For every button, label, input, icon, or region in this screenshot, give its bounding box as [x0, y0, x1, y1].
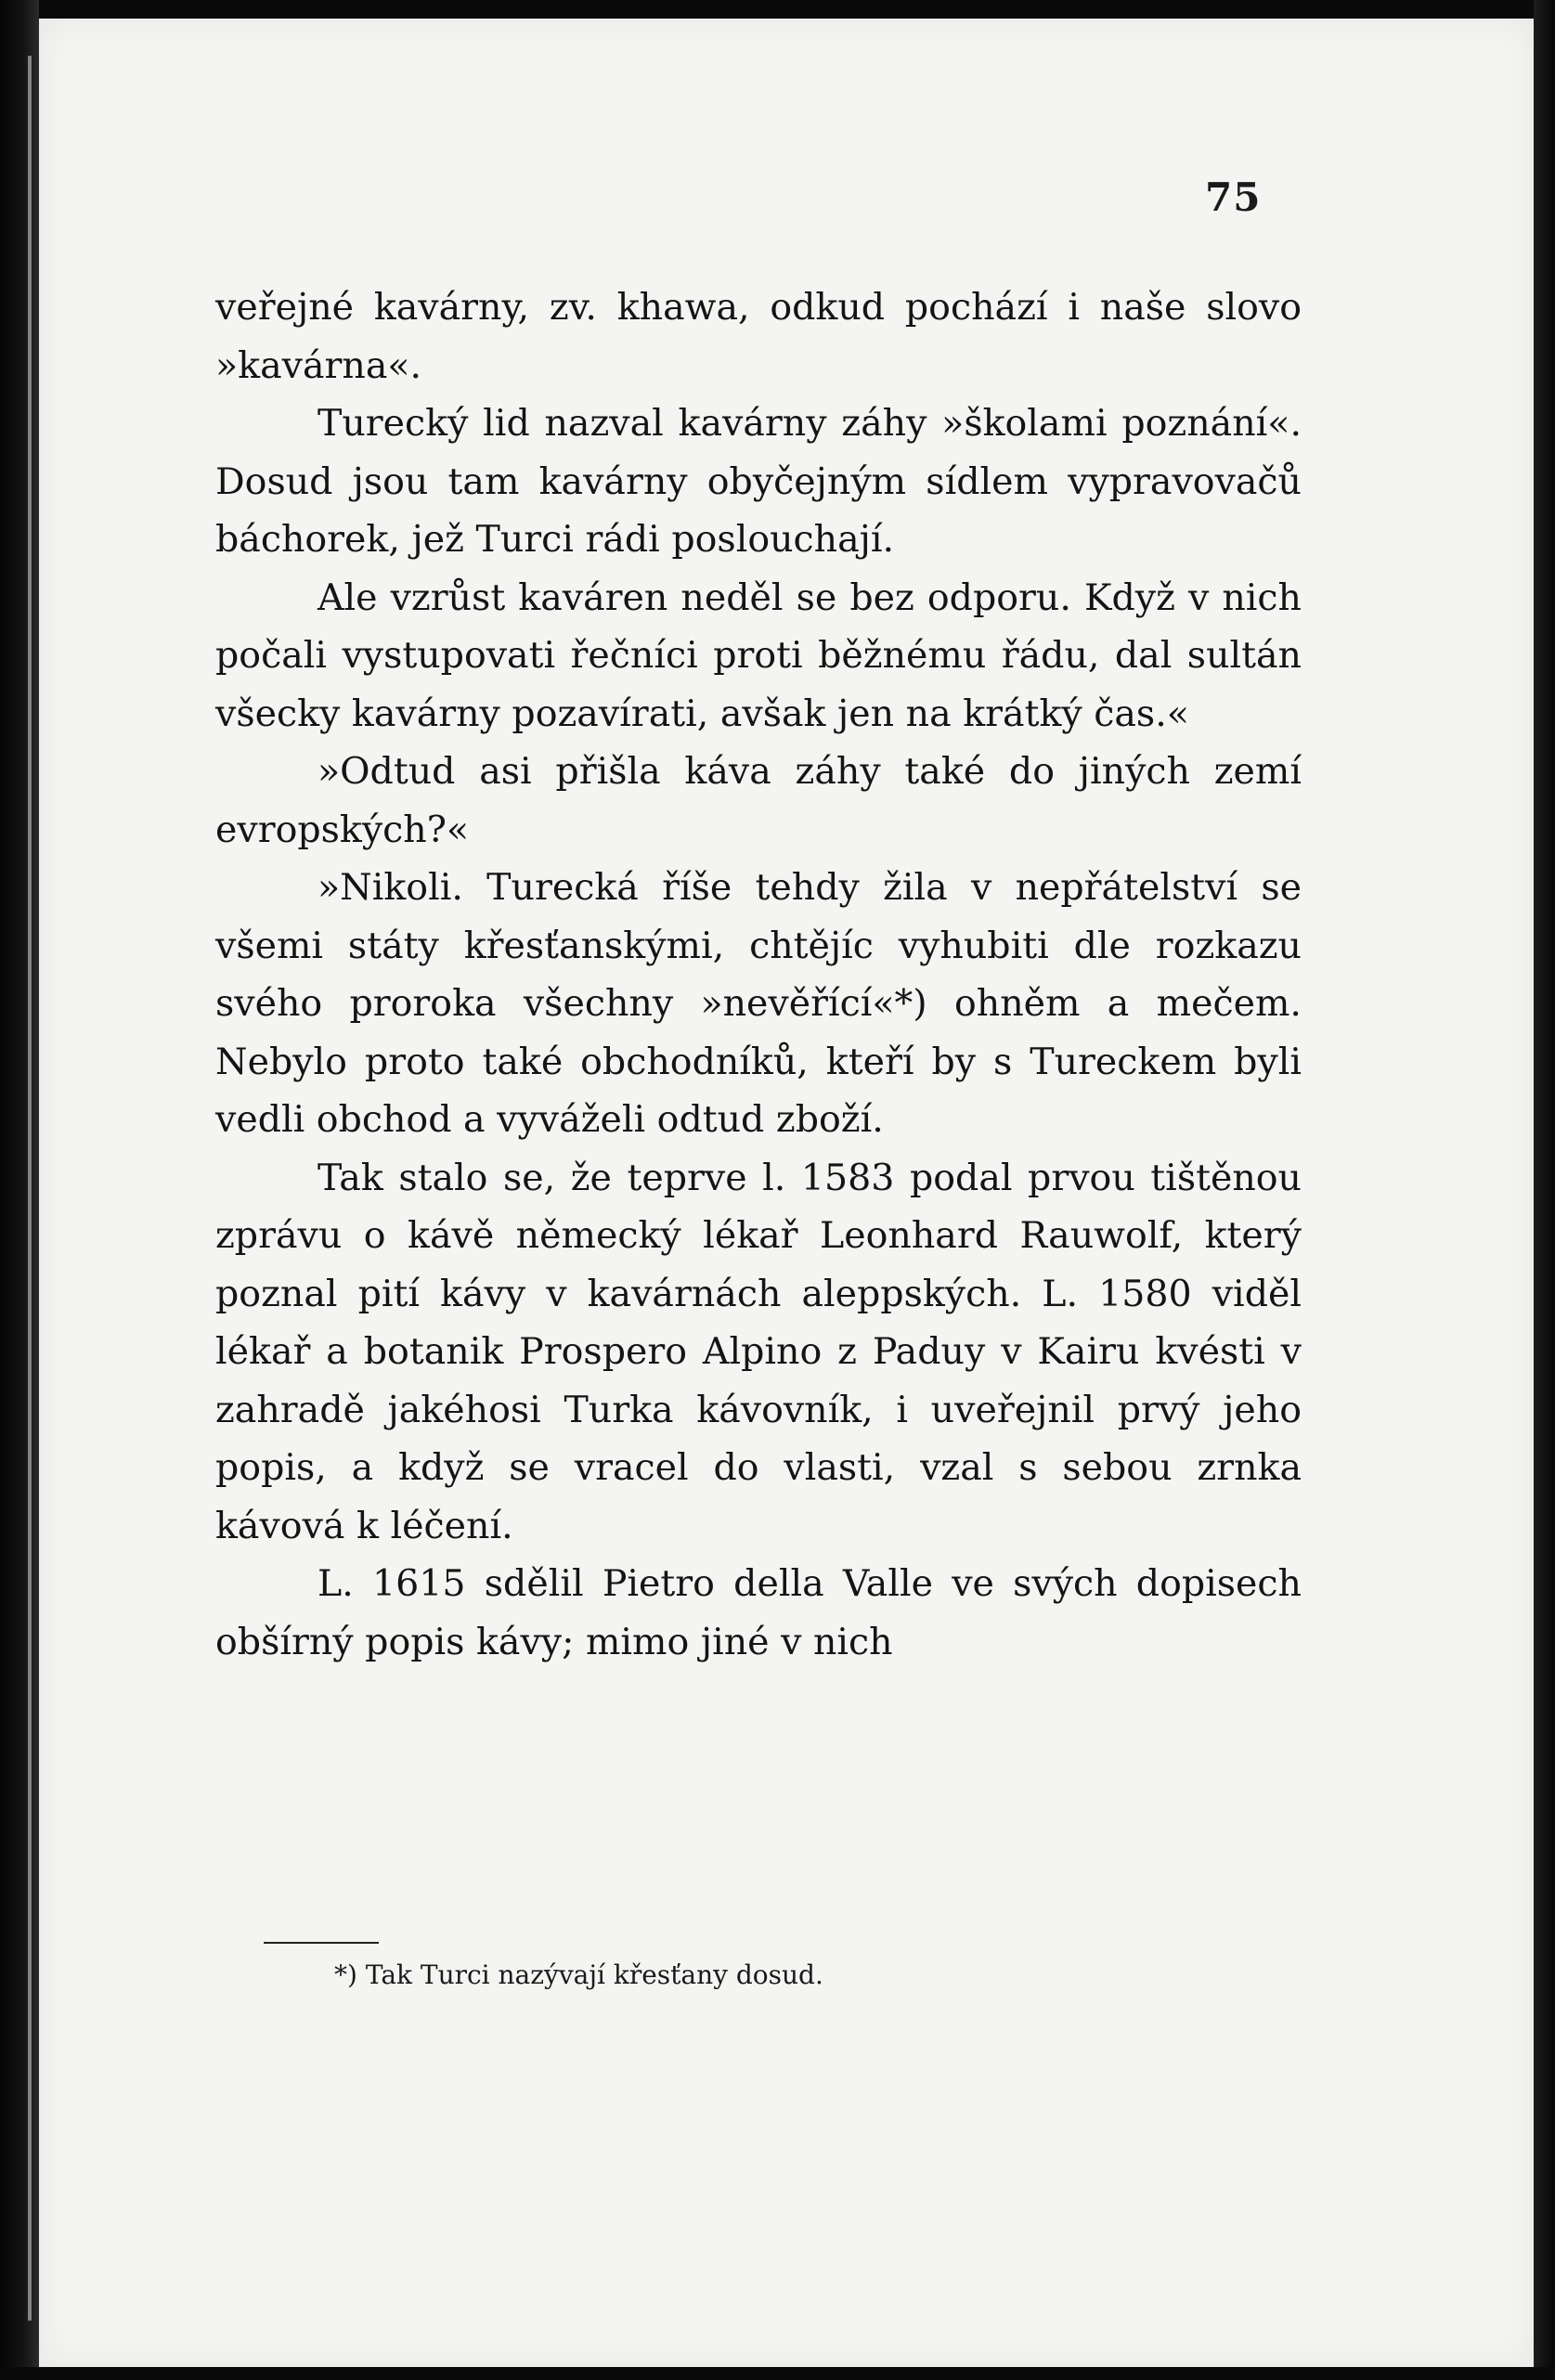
paragraph: Ale vzrůst kaváren neděl se bez odporu. Když v nich počali vystupovati řečníci proti běžnému řádu, dal sultán všecky kavárny pozavírati, avšak jen na krátký čas.« [215, 576, 1302, 735]
paragraph: Turecký lid nazval kavárny záhy »školami poznání«. Dosud jsou tam kavárny obyčejným sídlem vypravovačů báchorek, jež Turci rádi poslouchají. [215, 402, 1302, 561]
binding-line [28, 56, 32, 2321]
footnote: *) Tak Turci nazývají křesťany dosud. [334, 1960, 823, 1990]
paragraph: »Nikoli. Turecká říše tehdy žila v nepřátelství se všemi státy křesťanskými, chtějíc vyhubiti dle rozkazu svého proroka všechny »nevěřící«*) ohněm a mečem. Nebylo proto také obchodníků, kteří by s Tureckem byli vedli obchod a vyváželi odtud zboží. [215, 866, 1302, 1141]
paragraph: Tak stalo se, že teprve l. 1583 podal prvou tištěnou zprávu o kávě německý lékař Leonhard Rauwolf, který poznal pití kávy v kavárnách aleppských. L. 1580 viděl lékař a botanik Prospero Alpino z Paduy v Kairu kvésti v zahradě jakéhosi Turka kávovník, i uveřejnil prvý jeho popis, a když se vracel do vlasti, vzal s sebou zrnka kávová k léčení. [215, 1156, 1302, 1547]
scan-bottom-edge [0, 2367, 1555, 2380]
scan-right-edge [1534, 0, 1555, 2380]
scan-top-edge [0, 0, 1555, 19]
body-text [215, 278, 1302, 1671]
paragraph: veřejné kavárny, zv. khawa, odkud pochází i naše slovo »kavárna«. [215, 286, 1302, 387]
paragraph: »Odtud asi přišla káva záhy také do jiných zemí evropských?« [215, 750, 1302, 851]
paragraph: L. 1615 sdělil Pietro della Valle ve svých dopisech obšírný popis kávy; mimo jiné v nich [215, 1562, 1302, 1663]
scan-left-edge [0, 0, 39, 2380]
footnote-rule [264, 1942, 379, 1944]
page-number: 75 [1205, 175, 1262, 220]
